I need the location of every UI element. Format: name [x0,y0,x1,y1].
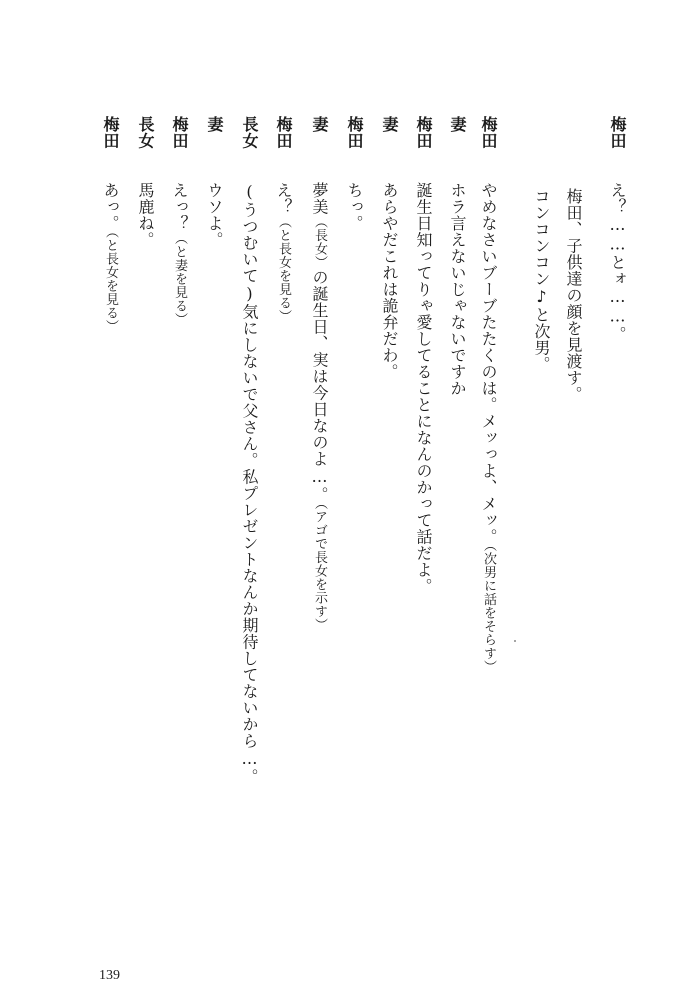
page-number: 139 [99,968,120,983]
line-text: 気にしないで父さん。私プレゼントなんか期待してないから…。 [240,303,259,785]
dialogue-line-6 [412,116,434,595]
speaker: 梅田 [479,116,498,149]
direction-text: 梅田、子供達の顔を見渡す。 [564,188,583,403]
stage-direction-2 [530,188,552,373]
speaker: 妻 [448,116,467,133]
dialogue-line-9 [308,116,330,632]
speaker: 長女 [136,116,155,149]
line-text: 誕生日知ってりゃ愛してることになんのかって話だよ。 [414,182,433,595]
scan-speck [514,640,516,642]
line-text: 馬鹿ね。 [136,182,155,248]
line-text-before: 夢美 [310,182,329,215]
line-text: あっ。 [101,182,120,232]
dialogue-line-15 [99,116,121,333]
line-text: やめなさいブーブたたくのは。メッっよ、メッ。 [479,182,498,545]
dialogue-line-1 [606,116,628,343]
line-note: （アゴで長女を示す） [312,503,327,632]
speaker: 長女 [240,116,259,149]
dialogue-line-7 [378,116,400,380]
line-note: （と長女を見る） [276,215,291,323]
line-text: え？……とォ……。 [608,182,627,343]
line-note-inline: （長女） [312,215,327,269]
dialogue-line-14 [134,116,156,248]
line-text: の誕生日、実は今日なのよ…。 [310,269,329,503]
line-text: あらやだこれは詭弁だわ。 [380,182,399,380]
speaker: 梅田 [101,116,120,149]
speaker: 梅田 [414,116,433,149]
dialogue-line-4 [477,116,499,674]
direction-text: コンコンコン♪と次男。 [532,188,551,373]
line-text: ホラ言えないじゃないですか [448,182,467,397]
speaker: 妻 [380,116,399,133]
speaker: 梅田 [345,116,364,149]
speaker: 妻 [205,116,224,133]
line-text: えっ？ [170,182,189,232]
dialogue-line-13 [168,116,190,326]
line-note: （と妻を見る） [172,231,187,326]
line-text-before: (うつむいて) [240,182,259,304]
line-text: ウソよ。 [205,182,224,248]
dialogue-line-5 [446,116,468,397]
stage-direction-1 [562,188,584,403]
line-text: え？ [274,182,293,215]
dialogue-line-11 [238,116,260,785]
line-note: （次男に話をそらす） [481,545,496,674]
line-note: （と長女を見る） [103,231,118,333]
dialogue-line-12 [203,116,225,248]
dialogue-line-10 [272,116,294,323]
line-text: ちっ。 [345,182,364,232]
speaker: 梅田 [608,116,627,149]
speaker: 梅田 [170,116,189,149]
speaker: 梅田 [274,116,293,149]
dialogue-line-8 [343,116,365,232]
speaker: 妻 [310,116,329,133]
